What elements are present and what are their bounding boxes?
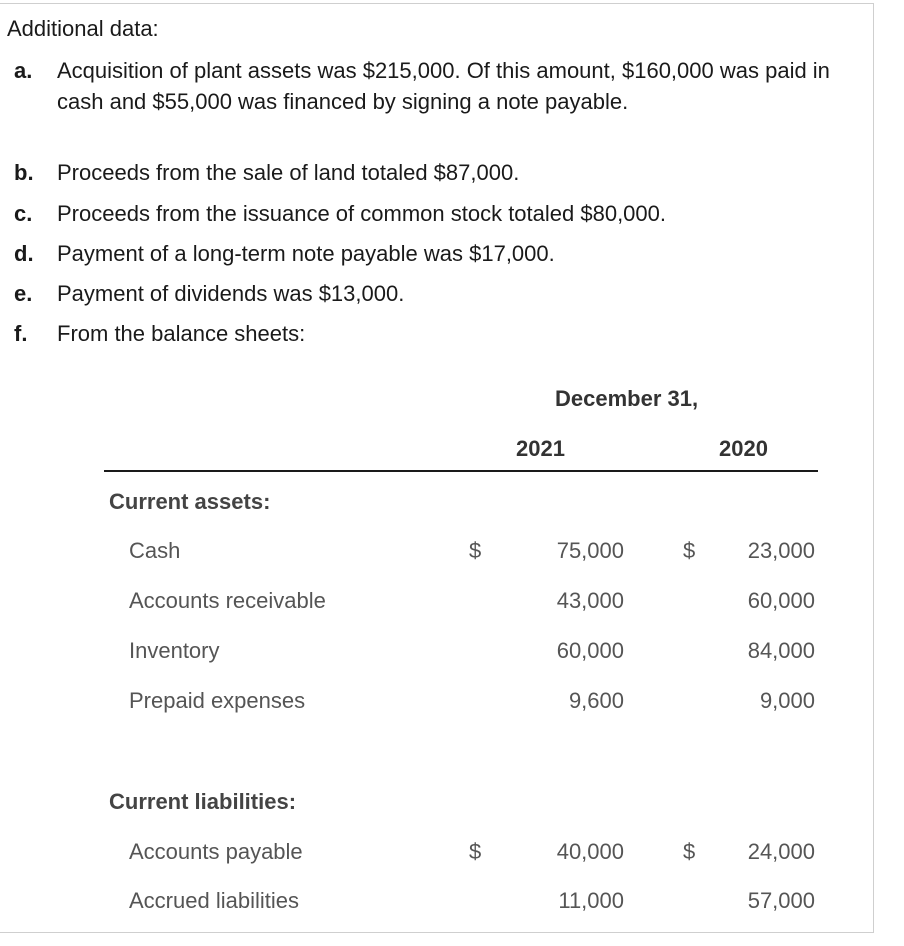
section-title-current-liabilities: Current liabilities:: [109, 789, 297, 814]
row-label-cash: Cash: [129, 538, 181, 563]
currency-symbol: $: [469, 538, 482, 563]
header-rule: [104, 470, 818, 472]
column-header-2020: 2020: [719, 436, 768, 461]
section-title-current-assets: Current assets:: [109, 489, 271, 514]
currency-symbol: $: [469, 839, 482, 864]
list-item-letter: c.: [14, 201, 33, 226]
list-item-text: Acquisition of plant assets was $215,000. Of this amount, $160,000 was paid in cash and $55,000 was financed by signing a note payable.: [57, 58, 830, 114]
cell-accrued-liabilities-2021: 11,000: [558, 888, 624, 913]
cell-inventory-2021: 60,000: [556, 638, 624, 663]
cell-cash-2021: 75,000: [556, 538, 624, 563]
cell-accounts-payable-2020: 24,000: [747, 839, 815, 864]
list-item-text: Proceeds from the sale of land totaled $87,000.: [57, 160, 520, 185]
list-item-letter: b.: [14, 160, 34, 185]
table-group-header: December 31,: [555, 386, 699, 411]
list-item-text: Proceeds from the issuance of common stock totaled $80,000.: [57, 201, 666, 226]
cell-prepaid-expenses-2020: 9,000: [759, 688, 815, 713]
cell-accrued-liabilities-2020: 57,000: [747, 888, 815, 913]
list-item-letter: a.: [14, 58, 33, 83]
list-item-letter: f.: [14, 321, 28, 346]
cell-accounts-receivable-2020: 60,000: [747, 588, 815, 613]
cell-cash-2020: 23,000: [747, 538, 815, 563]
currency-symbol: $: [683, 538, 696, 563]
row-label-prepaid-expenses: Prepaid expenses: [129, 688, 306, 713]
row-label-inventory: Inventory: [129, 638, 220, 663]
list-item-text: Payment of dividends was $13,000.: [57, 281, 405, 306]
column-header-2021: 2021: [516, 436, 565, 461]
list-item-letter: d.: [14, 241, 34, 266]
row-label-accrued-liabilities: Accrued liabilities: [129, 888, 299, 913]
list-item-text: From the balance sheets:: [57, 321, 306, 346]
row-label-accounts-payable: Accounts payable: [129, 839, 303, 864]
currency-symbol: $: [683, 839, 696, 864]
list-item-letter: e.: [14, 281, 33, 306]
cell-accounts-payable-2021: 40,000: [556, 839, 624, 864]
cell-inventory-2020: 84,000: [747, 638, 815, 663]
additional-data-heading: Additional data:: [7, 16, 159, 41]
list-item-text: Payment of a long-term note payable was $17,000.: [57, 241, 555, 266]
cell-accounts-receivable-2021: 43,000: [556, 588, 624, 613]
row-label-accounts-receivable: Accounts receivable: [129, 588, 326, 613]
cell-prepaid-expenses-2021: 9,600: [568, 688, 624, 713]
